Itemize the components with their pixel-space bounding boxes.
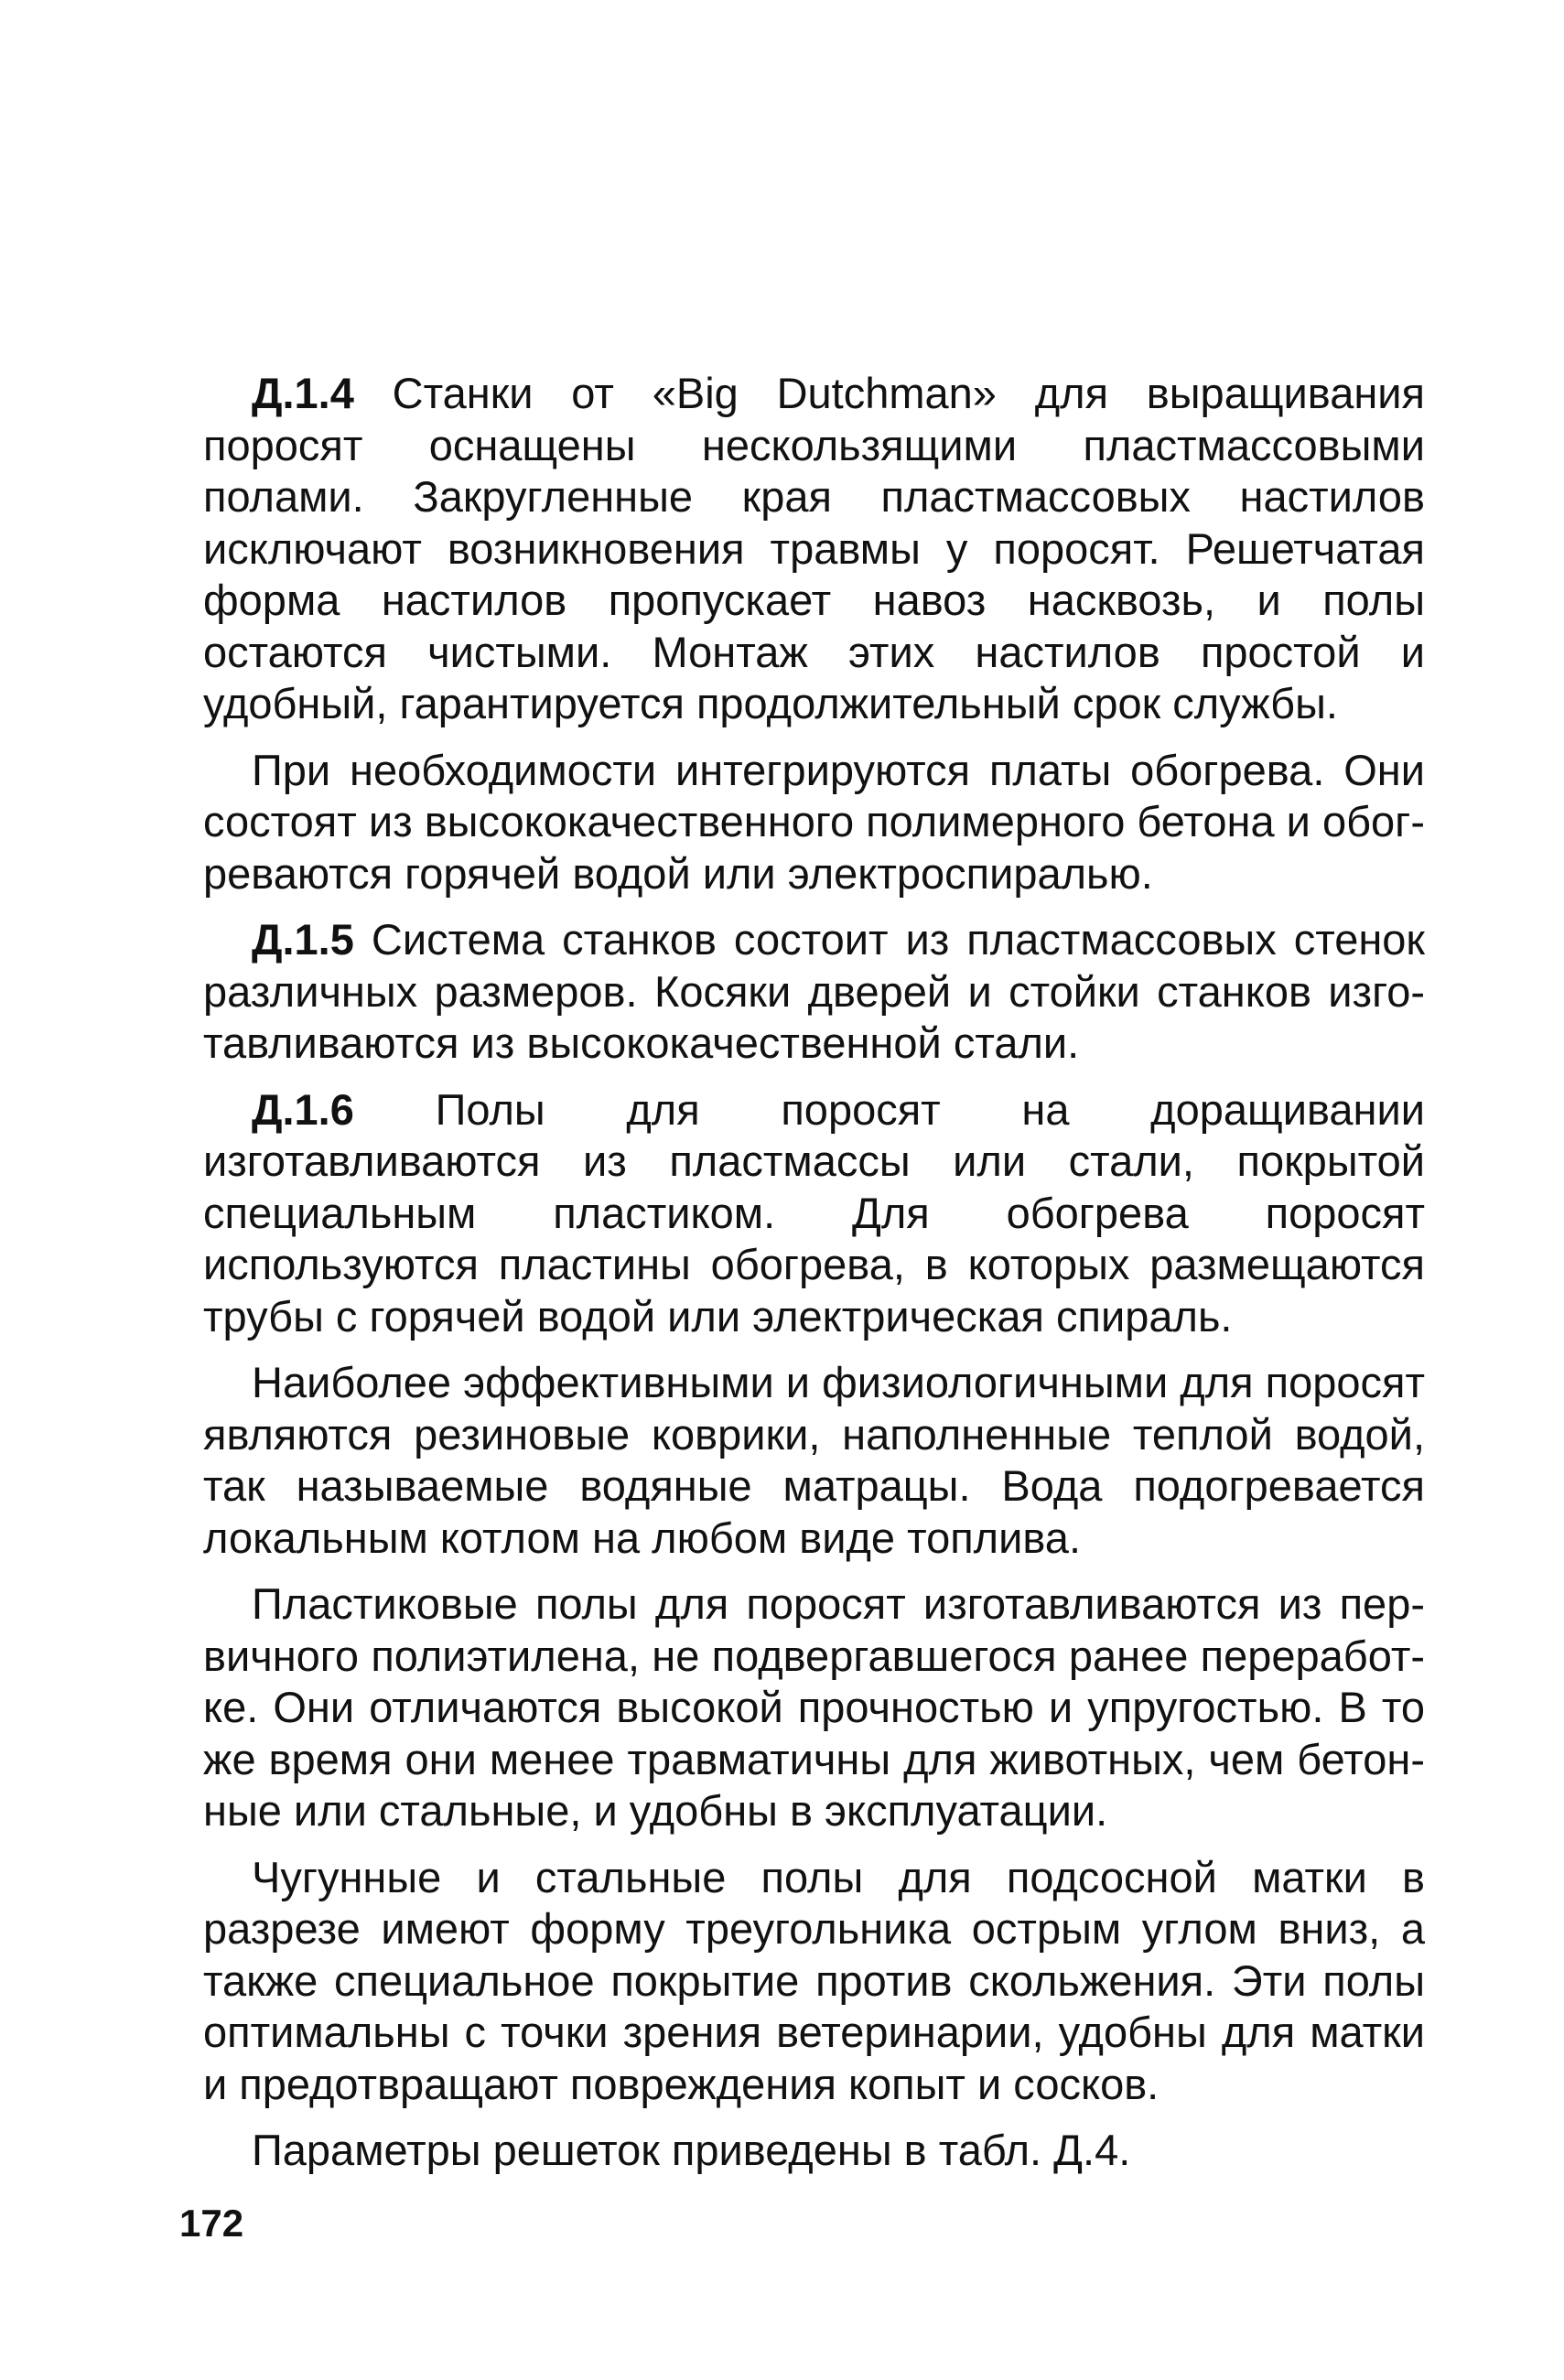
paragraph-text: Пластиковые полы для поросят изготавливаются из первичного полиэтилена, не подвергавшегося ранее переработке. Они отличаются высокой прочностью и упругостью. В то же время они менее травматичны для животных, чем бетонные или стальные, и удобны в эксплуатации. [203,1579,1425,1835]
paragraph-grid-parameters [203,2125,1425,2177]
page-number: 172 [179,2202,244,2245]
section-label: Д.1.4 [252,369,354,417]
paragraph-text: Станки от «Big Dutchman» для выращивания поросят оснащены нескользящими пластмассовыми полами. Закругленные края пластмассовых настилов исключают возникновения травмы у поросят. Решетчатая форма настилов пропускает навоз насквозь, и полы остаются чистыми. Монтаж этих настилов простой и удобный, гарантируется продолжительный срок службы. [203,369,1425,727]
section-label: Д.1.5 [252,915,354,964]
paragraph-text: Чугунные и стальные полы для подсосной матки в разрезе имеют форму треугольника острым углом вниз, а также специальное покрытие против скольжения. Эти полы оптимальны с точки зрения ветеринарии, удобны для матки и предотвращают повреждения копыт и сосков. [203,1852,1425,2108]
paragraph-heating-plates [203,745,1425,900]
paragraph-cast-iron-floors [203,1852,1425,2111]
paragraph-plastic-floors [203,1578,1425,1837]
paragraph-d-1-6 [203,1084,1425,1343]
paragraph-water-mattresses [203,1357,1425,1564]
section-label: Д.1.6 [252,1084,354,1134]
paragraph-text: Система станков состоит из пластмассовых стенок различных размеров. Косяки дверей и стойки станков изготавливаются из высококачественной стали. [203,915,1425,1067]
paragraph-d-1-4 [203,368,1425,730]
paragraph-text: При необходимости интегрируются платы обогрева. Они состоят из высококачественного полимерного бетона и обогреваются горячей водой или электроспиралью. [203,745,1425,898]
paragraph-text: Наиболее эффективными и физиологичными для поросят являются резиновые коврики, наполненные теплой водой, так называемые водяные матрацы. Вода подогревается локальным котлом на любом виде топлива. [203,1358,1425,1562]
paragraph-text: Параметры решеток приведены в табл. Д.4. [252,2126,1131,2174]
paragraph-text: Полы для поросят на доращивании изготавливаются из пластмассы или стали, покрытой специальным пластиком. Для обогрева поросят используются пластины обогрева, в которых размещаются трубы с горячей водой или электрическая спираль. [203,1084,1425,1341]
paragraph-d-1-5 [203,914,1425,1070]
body-text [203,368,1425,2192]
